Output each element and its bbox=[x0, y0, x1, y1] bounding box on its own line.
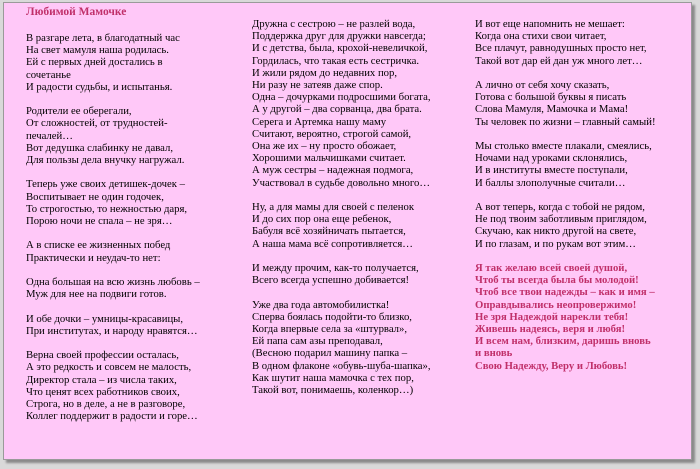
poem-line: Для пользы дела внучку нагружал. bbox=[26, 154, 185, 167]
poem-line: Верна своей профессии осталась, bbox=[26, 349, 179, 362]
poem-line: печалей… bbox=[26, 129, 73, 142]
poem-line: Такой вот дар ей дан уж много лет… bbox=[475, 54, 643, 67]
poem-line: Уже два года автомобилистка! bbox=[252, 298, 390, 311]
stanza bbox=[475, 79, 687, 128]
poem-line: Порою ночи не спала – не зря… bbox=[26, 215, 173, 228]
poem-line: Готова с большой буквы я писать bbox=[475, 91, 627, 104]
poem-line: Такой вот, понимаешь, коленкор…) bbox=[252, 384, 414, 397]
stanza bbox=[26, 32, 244, 93]
poem-line: И вот еще напомнить не мешает: bbox=[475, 18, 625, 30]
poem-line: Когда впервые села за «штурвал», bbox=[252, 323, 408, 336]
poem-line: При институтах, и народу нравятся… bbox=[26, 324, 198, 337]
poem-line: И радости судьбы, и испытанья. bbox=[26, 80, 173, 93]
poem-line: Хорошими мальчишками считает. bbox=[252, 152, 406, 165]
poem-line: Одна – дочурками подросшими богата, bbox=[252, 91, 431, 104]
poem-page bbox=[3, 2, 692, 460]
poem-line: Вот дедушка слабинку не давал, bbox=[26, 141, 173, 154]
stanza bbox=[26, 239, 244, 263]
poem-line: Она же их – ну просто обожает, bbox=[252, 140, 397, 153]
poem-line-highlight: Я так желаю всей своей душой, bbox=[475, 262, 628, 274]
poem-line: На свет мамуля наша родилась. bbox=[26, 44, 169, 57]
stanza bbox=[252, 299, 472, 397]
poem-line-highlight: Не зря Надеждой нарекли тебя! bbox=[475, 310, 629, 323]
stanza bbox=[26, 276, 244, 300]
poem-line: Участвовал в судьбе довольно много… bbox=[252, 176, 431, 189]
poem-column-3 bbox=[475, 18, 687, 384]
poem-line: Все плачут, равнодушных просто нет, bbox=[475, 42, 647, 55]
poem-line: Гордилась, что такая есть сестричка. bbox=[252, 54, 420, 67]
poem-line: Когда она стихи свои читает, bbox=[475, 30, 607, 43]
poem-line: Всего всегда успешно добивается! bbox=[252, 274, 410, 287]
poem-line: И жили рядом до недавних пор, bbox=[252, 66, 398, 79]
poem-line: Ну, а для мамы для своей с пеленок bbox=[252, 201, 415, 214]
poem-line: И баллы злополучные считали… bbox=[475, 176, 626, 189]
stanza bbox=[26, 349, 244, 422]
poem-line-highlight: Оправдывались неопровержимо! bbox=[475, 298, 637, 311]
poem-line-highlight: Свою Надежду, Веру и Любовь! bbox=[475, 359, 628, 372]
poem-line: Директор стала – из числа таких, bbox=[26, 373, 177, 386]
poem-line: И до сих пор она еще ребенок, bbox=[252, 213, 392, 226]
poem-line: Скучаю, как никто другой на свете, bbox=[475, 225, 637, 238]
poem-line: (Весною подарил машину папка – bbox=[252, 347, 408, 360]
poem-column-1 bbox=[26, 32, 244, 435]
poem-line: А муж сестры – надежная подмога, bbox=[252, 164, 414, 177]
poem-line: То строгостью, то нежностью даря, bbox=[26, 202, 188, 215]
stanza bbox=[475, 18, 687, 67]
poem-line-highlight: Живешь надеясь, веря и любя! bbox=[475, 323, 626, 336]
poem-line: И между прочим, как-то получается, bbox=[252, 262, 419, 275]
poem-line: И с детства, была, крохой-невеличкой, bbox=[252, 42, 428, 55]
poem-line: сочетанье bbox=[26, 68, 71, 81]
poem-line: И обе дочки – умницы-красавицы, bbox=[26, 312, 184, 325]
poem-line: Считают, вероятно, строгой самой, bbox=[252, 127, 412, 140]
poem-line: Ей папа сам азы преподавал, bbox=[252, 335, 383, 348]
poem-line: Практически и неудач-то нет: bbox=[26, 251, 161, 264]
stanza bbox=[252, 262, 472, 286]
poem-line: Родители ее оберегали, bbox=[26, 105, 132, 118]
poem-column-2 bbox=[252, 18, 472, 408]
stanza bbox=[475, 140, 687, 189]
poem-line-highlight: Чтоб все твои надежды – как и имя – bbox=[475, 286, 655, 299]
poem-line: А наша мама всё сопротивляется… bbox=[252, 237, 413, 250]
stanza bbox=[26, 105, 244, 166]
poem-line: Мы столько вместе плакали, смеялись, bbox=[475, 140, 652, 152]
poem-line: Строга, но в деле, а не в разговоре, bbox=[26, 398, 186, 410]
poem-line: Поддержка друг для дружки навсегда; bbox=[252, 30, 426, 43]
poem-line: Слова Мамуля, Мамочка и Мама! bbox=[475, 103, 629, 116]
poem-line: Муж для нее на подвиги готов. bbox=[26, 288, 167, 301]
stanza bbox=[252, 201, 472, 250]
poem-line: Воспитывает не один годочек, bbox=[26, 190, 164, 203]
poem-line: Ночами над уроками склонялись, bbox=[475, 152, 628, 165]
poem-line: Не под твоим заботливым приглядом, bbox=[475, 213, 647, 226]
poem-line: Ты человек по жизни – главный самый! bbox=[475, 115, 656, 128]
poem-line: А лично от себя хочу сказать, bbox=[475, 79, 610, 91]
poem-line: А вот теперь, когда с тобой не рядом, bbox=[475, 201, 645, 213]
poem-line: Ни разу не затеяв даже спор. bbox=[252, 79, 383, 92]
poem-line: Сперва боялась подойти-то близко, bbox=[252, 310, 412, 323]
poem-line: От сложностей, от трудностей- bbox=[26, 117, 168, 130]
poem-title: Любимой Мамочке bbox=[26, 6, 127, 18]
poem-line: Как шутит наша мамочка с тех пор, bbox=[252, 371, 414, 384]
poem-line-highlight: И всем нам, близким, даришь вновь bbox=[475, 335, 651, 348]
poem-line: Одна большая на всю жизнь любовь – bbox=[26, 276, 200, 288]
poem-line: А в списке ее жизненных побед bbox=[26, 239, 171, 252]
poem-line: В одном флаконе «обувь-шуба-шапка», bbox=[252, 359, 431, 372]
poem-line-highlight: и вновь bbox=[475, 347, 513, 360]
poem-line: Бабуля всё хозяйничать пытается, bbox=[252, 225, 406, 238]
highlighted-stanza bbox=[475, 262, 687, 372]
poem-line: И в институты вместе поступали, bbox=[475, 164, 628, 177]
poem-line: Что ценят всех работников своих, bbox=[26, 385, 180, 398]
poem-line: И по глазам, и по рукам вот этим… bbox=[475, 237, 636, 250]
stanza bbox=[475, 201, 687, 250]
stanza bbox=[26, 313, 244, 337]
poem-line: Теперь уже своих детишек-дочек – bbox=[26, 178, 186, 191]
poem-line-highlight: Чтоб ты всегда была бы молодой! bbox=[475, 274, 639, 287]
poem-line: А у другой – два сорванца, два брата. bbox=[252, 103, 422, 116]
stanza bbox=[252, 18, 472, 189]
poem-line: В разгаре лета, в благодатный час bbox=[26, 32, 180, 44]
poem-line: Серега и Артемка нашу маму bbox=[252, 115, 387, 128]
poem-line: Ей с первых дней достались в bbox=[26, 56, 163, 69]
poem-line: Коллег поддержит в радости и горе… bbox=[26, 410, 198, 423]
stanza bbox=[26, 178, 244, 227]
poem-line: Дружна с сестрою – не разлей вода, bbox=[252, 18, 416, 30]
poem-line: А это редкость и совсем не малость, bbox=[26, 361, 192, 374]
